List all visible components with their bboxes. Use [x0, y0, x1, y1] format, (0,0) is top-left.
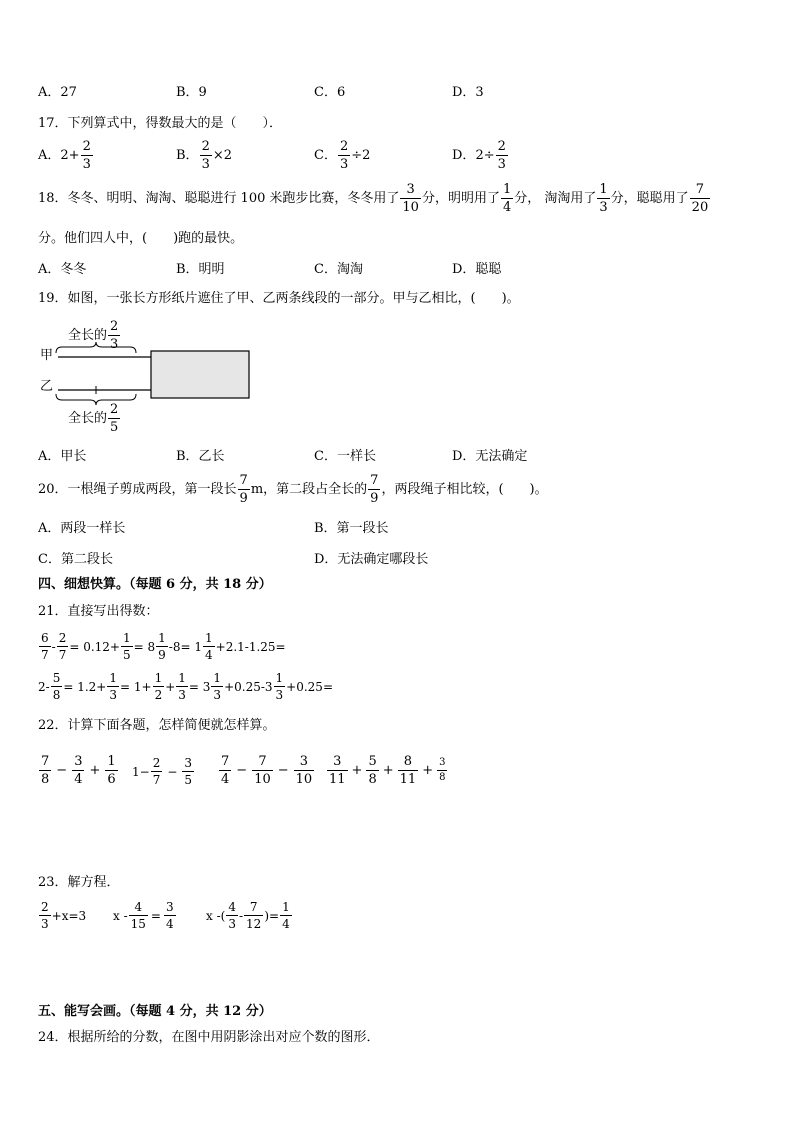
covering-paper	[151, 351, 249, 398]
q20-option-b: B．第一段长	[314, 521, 389, 536]
q23-equation-3: x -( $\frac{4}{3}$ - $\frac{7}{12}$ )= $\frac{1}{4}$	[206, 900, 290, 931]
yi-label: 乙	[40, 379, 54, 394]
question-17-stem: 17．下列算式中，得数最大的是（ ）．	[38, 116, 283, 131]
option-d: D．3	[452, 85, 484, 100]
question-24-stem: 24．根据所给的分数，在图中用阴影涂出对应个数的图形．	[38, 1030, 380, 1045]
option-a: A．27	[38, 85, 77, 100]
q19-option-a: A．甲长	[38, 449, 87, 464]
q18-option-c: C．淘淘	[314, 262, 363, 277]
q20-option-c: C．第二段长	[38, 552, 113, 567]
q19-option-c: C．一样长	[314, 449, 376, 464]
q22-expression-2: 1− $\frac{2}{7}$ − $\frac{3}{5}$	[132, 756, 193, 787]
option-b: B．9	[176, 85, 207, 100]
q20-option-d: D．无法确定哪段长	[314, 552, 429, 567]
question-20-stem: 20．一根绳子剪成两段，第一段长 $\frac{7}{9}$ m，第二段占全长的 $\frac{7}{9}$ ，两段绳子相比较，( )。	[38, 473, 548, 506]
segments-diagram	[50, 340, 260, 410]
q20-option-a: A．两段一样长	[38, 521, 126, 536]
q22-expression-4: $\frac{3}{11}$ + $\frac{5}{8}$ + $\frac{8}{11}$ + $\frac{3}{8}$	[329, 754, 446, 787]
question-18-line-2: 分。他们四人中，( )跑的最快。	[38, 231, 244, 246]
option-c: C．6	[314, 85, 346, 100]
q21-row-1: $\frac{6}{7}$ - $\frac{2}{7}$ = 0.12+ $\frac{1}{5}$ = 8 $\frac{1}{9}$ -8= 1 $\frac{1}{4}$ +2.1-1.25=	[41, 631, 286, 662]
q19-option-b: B．乙长	[176, 449, 225, 464]
q18-option-b: B．明明	[176, 262, 225, 277]
q17-option-a: A．2+ $\frac{2}{3}$	[38, 139, 91, 172]
question-22-stem: 22．计算下面各题，怎样简便就怎样算。	[38, 718, 276, 733]
q21-row-2: 2- $\frac{5}{8}$ = 1.2+ $\frac{1}{3}$ = 1+ $\frac{1}{2}$ + $\frac{1}{3}$ = 3 $\frac{1}{3}$ +0.25-3 $\frac{1}{3}$ +0.25=	[38, 671, 333, 702]
bottom-segment-label: 全长的 $\frac{2}{5}$	[68, 402, 119, 435]
q17-option-c: C． $\frac{2}{3}$ ÷2	[314, 139, 371, 172]
question-21-stem: 21．直接写出得数：	[38, 604, 159, 619]
q17-option-b: B． $\frac{2}{3}$ ×2	[176, 139, 233, 172]
top-segment-label: 全长的 $\frac{2}{3}$	[68, 319, 119, 352]
question-18-line-1: 18．冬冬、明明、淘淘、聪聪进行 100 米跑步比赛，冬冬用了 $\frac{3}{10}$ 分，明明用了 $\frac{1}{4}$ 分， 淘淘用了 $\frac{1}{3}$ 分，聪聪用了 $\frac{7}{20}$	[38, 182, 709, 215]
jia-label: 甲	[40, 348, 54, 363]
q19-option-d: D．无法确定	[452, 449, 528, 464]
q22-expression-3: $\frac{7}{4}$ − $\frac{7}{10}$ − $\frac{3}{10}$	[221, 754, 313, 787]
q22-expression-1: $\frac{7}{8}$ − $\frac{3}{4}$ + $\frac{1}{6}$	[41, 754, 116, 787]
q23-equation-2: x - $\frac{4}{15}$ = $\frac{3}{4}$	[113, 900, 174, 931]
section-4-heading: 四、细想快算。（每题 6 分，共 18 分）	[38, 577, 272, 592]
q23-equation-1: $\frac{2}{3}$ +x=3	[41, 900, 87, 931]
q17-option-d: D．2÷ $\frac{2}{3}$	[452, 139, 506, 172]
question-19-stem: 19．如图，一张长方形纸片遮住了甲、乙两条线段的一部分。甲与乙相比，( )。	[38, 291, 520, 306]
q18-option-d: D．聪聪	[452, 262, 502, 277]
question-23-stem: 23．解方程．	[38, 875, 120, 890]
top-brace	[56, 342, 136, 353]
q18-option-a: A．冬冬	[38, 262, 87, 277]
section-5-heading: 五、能写会画。（每题 4 分，共 12 分）	[38, 1004, 272, 1019]
bottom-brace	[56, 394, 136, 405]
